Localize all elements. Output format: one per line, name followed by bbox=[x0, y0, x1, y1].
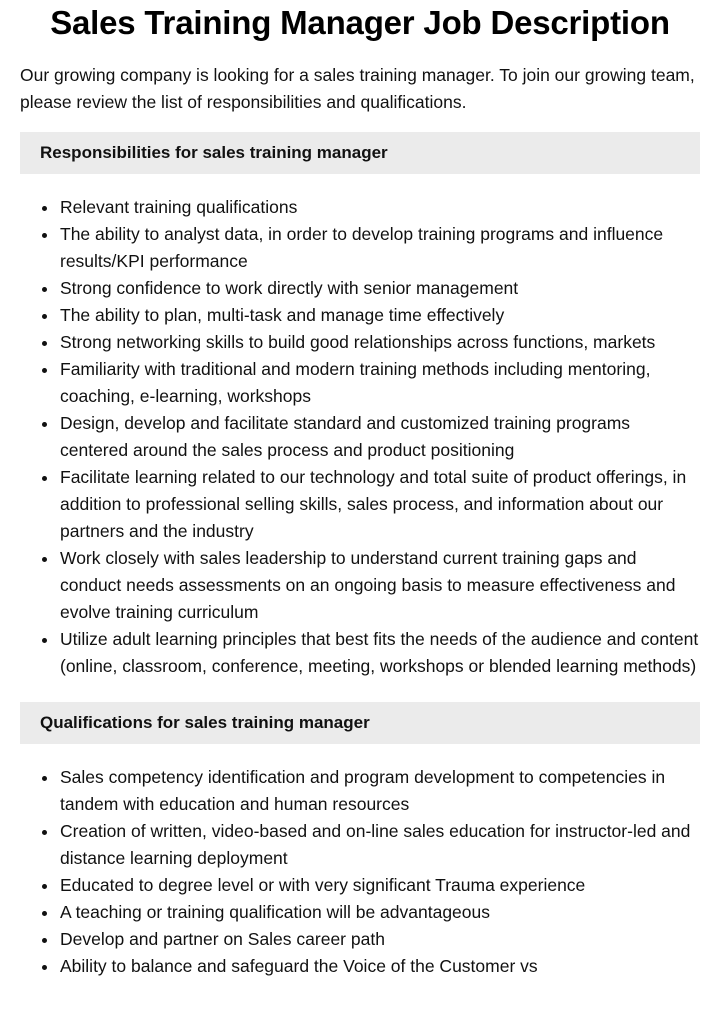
qualifications-list bbox=[20, 764, 700, 980]
list-item: Facilitate learning related to our technology and total suite of product offerings, in addition to professional selling skills, sales process, and information about our partners and the industry bbox=[60, 464, 700, 545]
qualifications-heading: Qualifications for sales training manager bbox=[40, 713, 370, 732]
qualifications-section bbox=[20, 702, 700, 980]
list-item: Utilize adult learning principles that best fits the needs of the audience and content (online, classroom, conference, meeting, workshops or blended learning methods) bbox=[60, 626, 700, 680]
list-item: Educated to degree level or with very significant Trauma experience bbox=[60, 872, 700, 899]
responsibilities-list bbox=[20, 194, 700, 680]
list-item: A teaching or training qualification will be advantageous bbox=[60, 899, 700, 926]
list-item: Sales competency identification and program development to competencies in tandem with education and human resources bbox=[60, 764, 700, 818]
list-item: Strong confidence to work directly with senior management bbox=[60, 275, 700, 302]
section-spacer bbox=[20, 680, 700, 686]
list-item: Develop and partner on Sales career path bbox=[60, 926, 700, 953]
list-item: Design, develop and facilitate standard and customized training programs centered around the sales process and product positioning bbox=[60, 410, 700, 464]
list-item: Strong networking skills to build good relationships across functions, markets bbox=[60, 329, 700, 356]
list-item: The ability to plan, multi-task and manage time effectively bbox=[60, 302, 700, 329]
responsibilities-header bbox=[20, 132, 700, 174]
list-item: Ability to balance and safeguard the Voice of the Customer vs bbox=[60, 953, 700, 980]
page-title: Sales Training Manager Job Description bbox=[50, 4, 670, 41]
qualifications-header bbox=[20, 702, 700, 744]
list-item: Relevant training qualifications bbox=[60, 194, 700, 221]
responsibilities-section bbox=[20, 132, 700, 680]
responsibilities-heading: Responsibilities for sales training manager bbox=[40, 143, 388, 162]
list-item: Work closely with sales leadership to understand current training gaps and conduct needs assessments on an ongoing basis to measure effectiveness and evolve training curriculum bbox=[60, 545, 700, 626]
intro-paragraph: Our growing company is looking for a sales training manager. To join our growing team, please review the list of responsibilities and qualifications. bbox=[20, 65, 695, 112]
list-item: Creation of written, video-based and on-line sales education for instructor-led and distance learning deployment bbox=[60, 818, 700, 872]
list-item: The ability to analyst data, in order to develop training programs and influence results/KPI performance bbox=[60, 221, 700, 275]
list-item: Familiarity with traditional and modern training methods including mentoring, coaching, e-learning, workshops bbox=[60, 356, 700, 410]
